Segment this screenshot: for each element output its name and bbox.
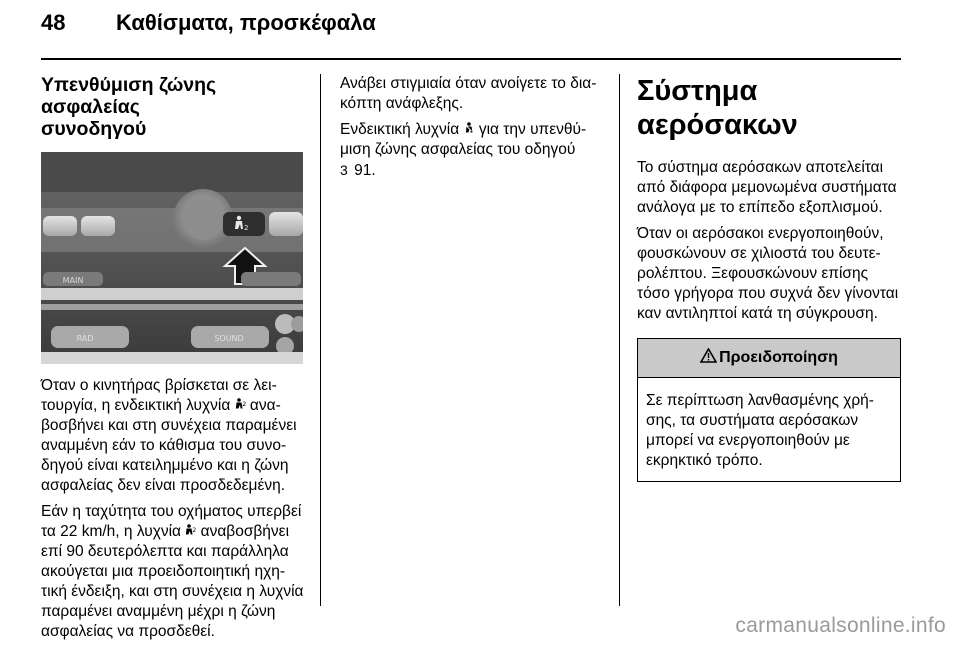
cross-reference-icon: 3 xyxy=(340,162,348,178)
cross-reference-page[interactable]: 91. xyxy=(354,162,376,179)
warning-title: Προειδοποίηση xyxy=(719,349,838,366)
svg-text:2: 2 xyxy=(244,224,249,232)
text-run: για την υπενθύ-μιση ζώνης ασφαλείας του οδηγού xyxy=(340,121,587,158)
svg-text:2: 2 xyxy=(192,527,197,534)
text-run: Ενδεικτική λυχνία xyxy=(340,121,464,138)
panel-button xyxy=(81,216,115,236)
heading-line-2: συνοδηγού xyxy=(41,118,147,140)
sound-label: SOUND xyxy=(214,334,244,343)
paragraph-airbags-1: Το σύστημα αερόσακων αποτελείται από διάφορα μεμονωμένα συστήματα ανάλογα με το επίπεδο εξοπλισμού. xyxy=(637,159,897,216)
seatbelt-passenger-icon xyxy=(185,524,196,538)
warning-text: Σε περίπτωση λανθασμένης χρή-σης, τα συστήματα αερόσακων μπορεί να ενεργοποιηθούν με εκρηκτικό τρόπο. xyxy=(646,392,874,469)
column-divider-left xyxy=(320,74,321,606)
svg-text:2: 2 xyxy=(242,401,246,408)
paragraph-driver-reminder xyxy=(340,120,606,181)
section-heading-airbags: Σύστημα αερόσακων xyxy=(637,75,798,141)
column-1 xyxy=(41,74,307,648)
warning-box xyxy=(637,338,901,482)
column-3 xyxy=(637,74,901,482)
panel-button xyxy=(269,212,303,236)
paragraph-ignition: Ανάβει στιγμιαία όταν ανοίγετε το δια-κόπτη ανάφλεξης. xyxy=(340,75,597,112)
text-run: Εάν η ταχύτητα του οχήματος υπερβεί τα 22 km/h, η λυχνία xyxy=(41,503,302,540)
text-run: Όταν ο κινητήρας βρίσκεται σε λει-τουργία, η ενδεικτική λυχνία xyxy=(41,377,277,414)
text-run: αναβοσβήνει επί 90 δευτερόλεπτα και παράλληλα ακούγεται μια προειδοποιητική ηχη-τική ένδειξη, και στη συνέχεια η λυχνία παραμένει αναμμένη μέχρι η ζώνη ασφαλείας να προσδεθεί. xyxy=(41,523,304,640)
section-heading-passenger-reminder xyxy=(41,74,307,140)
dashboard-photo xyxy=(41,152,303,364)
paragraph-passenger-2 xyxy=(41,502,307,642)
watermark: carmanualsonline.info xyxy=(735,614,946,637)
page-header-title: Καθίσματα, προσκέφαλα xyxy=(116,10,376,35)
warning-header xyxy=(638,339,900,378)
seatbelt-driver-icon xyxy=(464,122,475,136)
main-label: MAIN xyxy=(62,276,84,285)
heading-line-1: Υπενθύμιση ζώνης ασφαλείας xyxy=(41,74,217,118)
column-divider-right xyxy=(619,74,620,606)
header-rule xyxy=(41,58,901,60)
page-number: 48 xyxy=(41,10,66,35)
panel-button xyxy=(43,216,77,236)
text-run: ανα-βοσβήνει και στη συνέχεια παραμένει αναμμένη εάν το κάθισμα του συνο-δηγού είναι κατειλημμένο και η ζώνη ασφαλείας δεν είναι προσδεδεμένη. xyxy=(41,397,297,494)
rad-label: RAD xyxy=(76,334,94,343)
paragraph-airbags-2: Όταν οι αερόσακοι ενεργοποιηθούν, φουσκώνουν σε χιλιοστά του δευτε-ρολέπτου. Ξεφουσκώνουν επίσης τόσο γρήγορα που συχνά δεν γίνονται καν αντιληπτοί κατά τη σύγκρουση. xyxy=(637,225,899,322)
seatbelt-passenger-icon xyxy=(235,398,246,412)
paragraph-passenger-1 xyxy=(41,376,307,496)
warning-triangle-icon xyxy=(700,348,717,363)
column-2 xyxy=(340,74,606,187)
